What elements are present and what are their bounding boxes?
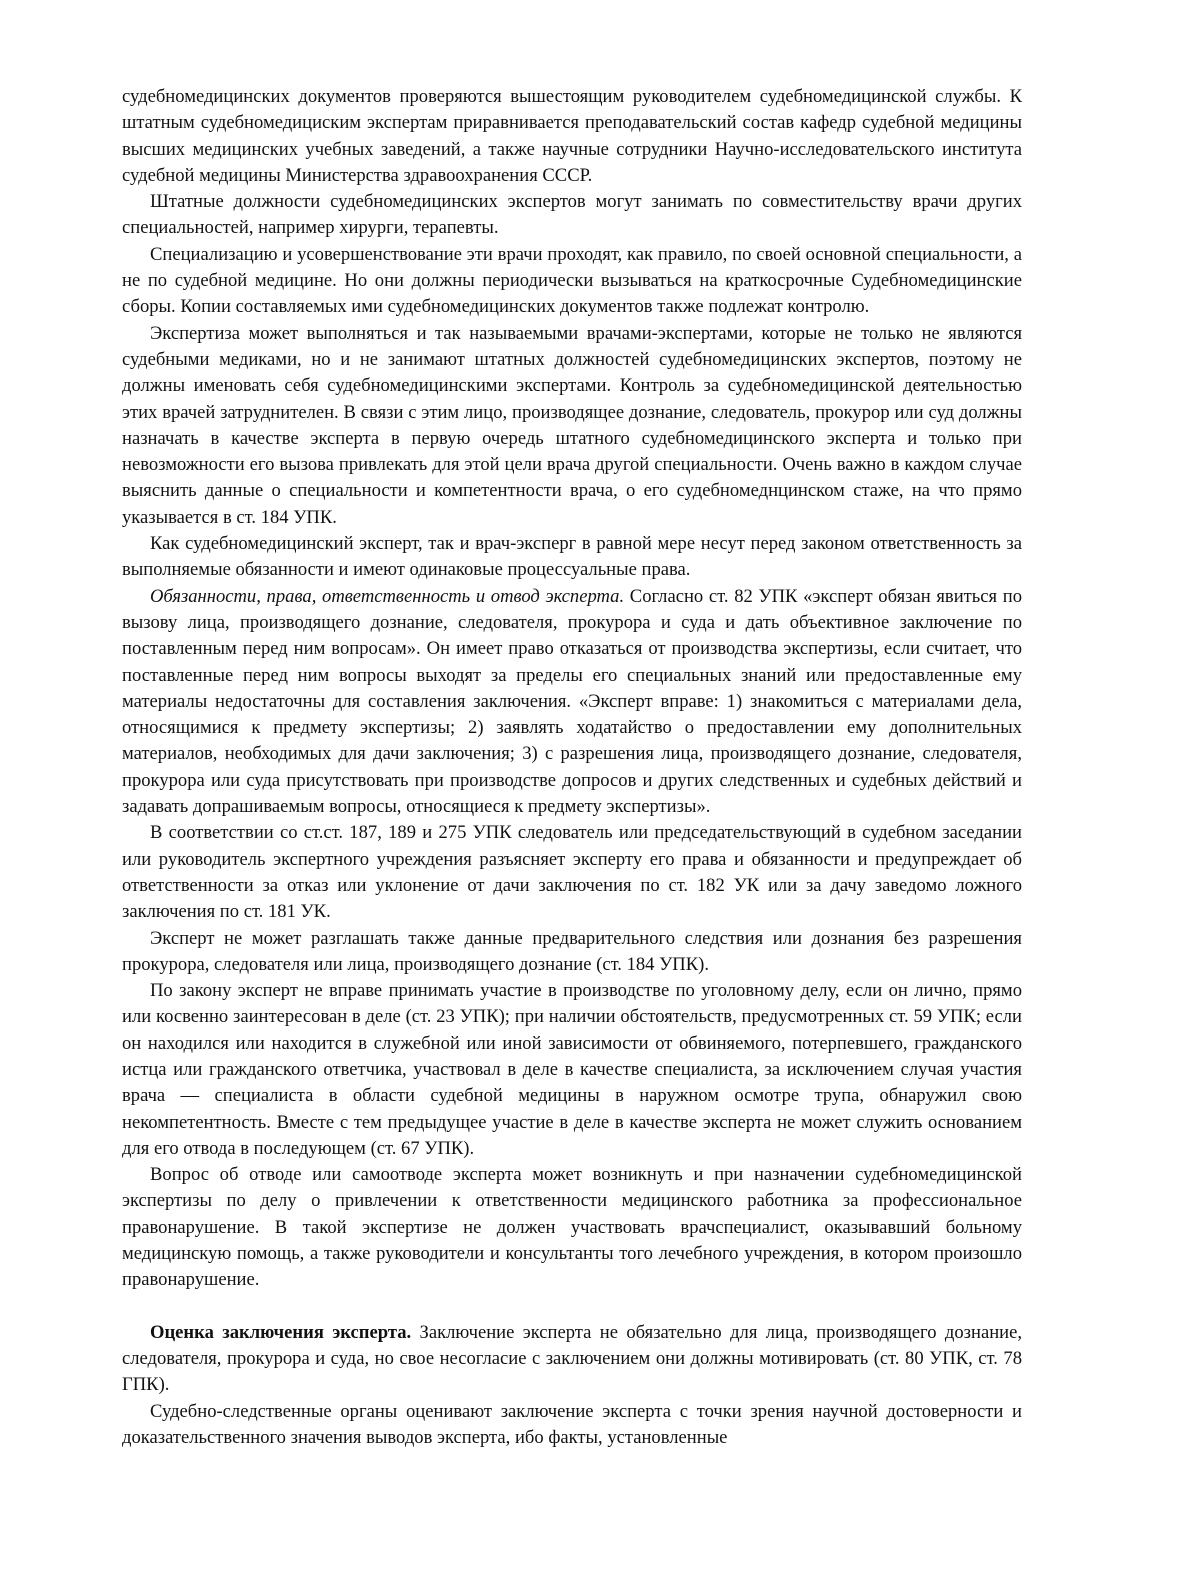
- paragraph-self-recusal: Вопрос об отводе или самоотводе эксперта может возникнуть и при назначении судебномедицинской экспертизы по делу о привлечении к ответственности медицинского работника за профессиональное правонарушение. В такой экспертизе не должен участвовать врачспециалист, оказывавший больному медицинскую помощь, а также руководители и консультанты того лечебного учреждения, в котором произошло правонарушение.: [122, 1164, 1022, 1291]
- paragraph-continuation: судебномедицинских документов проверяются вышестоящим руководителем судебномедицинской службы. К штатным судебномедициским экспертам приравнивается преподавательский состав кафедр судебной медицины высших медицинских учебных заведений, а также научные сотрудники Научно-исследовательского института судебной медицины Министерства здравоохранения СССР.: [122, 86, 1022, 186]
- document-page: [122, 84, 1022, 1451]
- paragraph-rights-explained: В соответствии со ст.ст. 187, 189 и 275 УПК следователь или председательствующий в судебном заседании или руководитель экспертного учреждения разъясняет эксперту его права и обязанности и предупреждает об ответственности за отказ или уклонение от дачи заключения по ст. 182 УК или за дачу заведомо ложного заключения по ст. 181 УК.: [122, 822, 1022, 923]
- paragraph-evaluation-text: Заключение эксперта не обязательно для лица, производящего дознание, следователя, прокурора и суда, но свое несогласие с заключением они должны мотивировать (ст. 80 УПК, ст. 78 ГПК).: [122, 1321, 1022, 1396]
- paragraph-staff-positions: Штатные должности судебномедицинских экспертов могут занимать по совместительству врачи других специальностей, например хирурги, терапевты.: [122, 191, 1022, 239]
- section-heading-duties: Обязанности, права, ответственность и отвод эксперта.: [150, 585, 625, 607]
- section-heading-evaluation: Оценка заключения эксперта.: [150, 1321, 412, 1343]
- paragraph-equal-responsibility: Как судебномедицинский эксперт, так и врач-эксперг в равной мере несут перед законом ответственность за выполняемые обязанности и имеют одинаковые процессуальные права.: [122, 533, 1022, 581]
- paragraph-evaluation: [122, 1320, 1022, 1399]
- paragraph-assessment: Судебно-следственные органы оценивают заключение эксперта с точки зрения научной достоверности и доказательственного значения выводов эксперта, ибо факты, установленные: [122, 1400, 1022, 1448]
- paragraph-confidentiality: Эксперт не может разглашать также данные предварительного следствия или дознания без разрешения прокурора, следователя или лица, производящего дознание (ст. 184 УПК).: [122, 927, 1022, 975]
- paragraph-doctors-experts: Экспертиза может выполняться и так называемыми врачами-экспертами, которые не только не являются судебными медиками, но и не занимают штатных должностей судебномедицинских экспертов, поэтому не должны именовать себя судебномедицинскими экспертами. Контроль за судебномедицинской деятельностью этих врачей затруднителен. В связи с этим лицо, производящее дознание, следователь, прокурор или суд должны назначать в качестве эксперта в первую очередь штатного судебномедицинского эксперта и только при невозможности его вызова привлекать для этой цели врача другой специальности. Очень важно в каждом случае выяснить данные о специальности и компетентности врача, о его судебномеднцинском стаже, на что прямо указывается в ст. 184 УПК.: [122, 322, 1022, 528]
- paragraph-specialization: Специализацию и усовершенствование эти врачи проходят, как правило, по своей основной специальности, а не по судебной медицине. Но они должны периодически вызываться на краткосрочные Судебномедицинские сборы. Копии составляемых ими судебномедицинских документов также подлежат контролю.: [122, 243, 1022, 318]
- paragraph-expert-duties-text: Согласно ст. 82 УПК «эксперт обязан явиться по вызову лица, производящего дознание, следователя, прокурора и суда и дать объективное заключение по поставленным перед ним вопросам». Он имеет право отказаться от производства экспертизы, если считает, что поставленные перед ним вопросы выходят за пределы его специальных знаний или предоставленные ему материалы недостаточны для составления заключения. «Эксперт вправе: 1) знакомиться с материалами дела, относящимися к предмету экспертизы; 2) заявлять ходатайство о предоставлении ему дополнительных материалов, необходимых для дачи заключения; 3) с разрешения лица, производящего дознание, следователя, прокурора или суда присутствовать при производстве допросов и других следственных и судебных действий и задавать допрашиваемым вопросы, относящиеся к предмету экспертизы».: [122, 585, 1022, 818]
- paragraph-expert-duties: [122, 584, 1022, 821]
- paragraph-disqualification: По закону эксперт не вправе принимать участие в производстве по уголовному делу, если он лично, прямо или косвенно заинтересован в деле (ст. 23 УПК); при наличии обстоятельств, предусмотренных ст. 59 УПК; если он находился или находится в служебной или иной зависимости от обвиняемого, потерпевшего, гражданского истца или гражданского ответчика, участвовал в деле в качестве специалиста, за исключением случая участия врача — специалиста в области судебной медицины в наружном осмотре трупа, обнаружил свою некомпетентность. Вместе с тем предыдущее участие в деле в качестве эксперта не может служить основанием для его отвода в последующем (ст. 67 УПК).: [122, 980, 1022, 1159]
